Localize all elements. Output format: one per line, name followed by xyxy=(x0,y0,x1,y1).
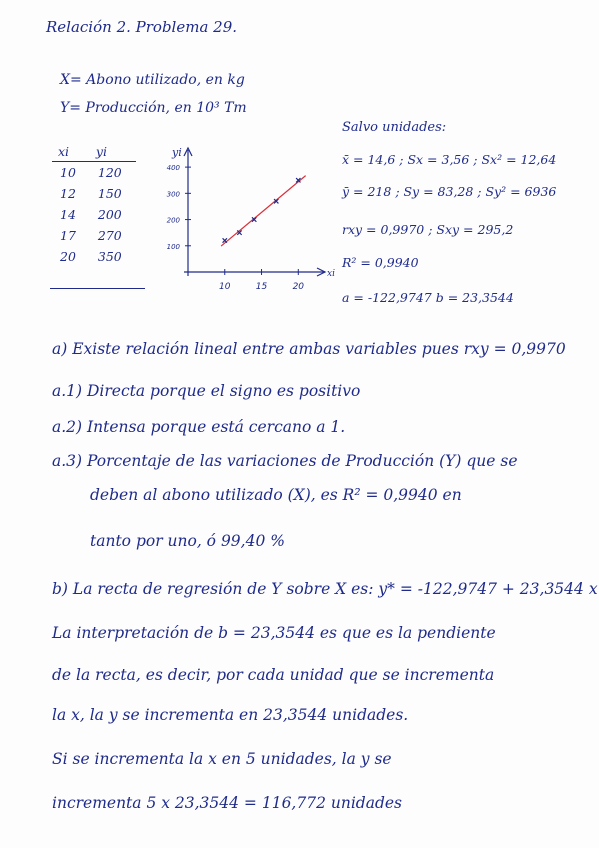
x-axis-label: xi xyxy=(327,269,335,279)
definition-y: Y= Producción, en 10³ Tm xyxy=(60,100,247,116)
y-tick-label: 100 xyxy=(166,242,180,251)
answer-b-line5: incrementa 5 x 23,3544 = 116,772 unidades xyxy=(52,794,403,812)
stats-y-line: ȳ = 218 ; Sy = 83,28 ; Sy² = 6936 xyxy=(342,184,557,199)
y-axis-label: yi xyxy=(172,146,182,159)
table-row xyxy=(52,204,136,225)
table-header-row xyxy=(52,144,136,162)
scatter-plot xyxy=(160,142,335,302)
data-point xyxy=(223,238,227,242)
table-cell: 17 xyxy=(60,228,76,243)
x-tick-label: 15 xyxy=(255,282,268,292)
answer-a3-line2: deben al abono utilizado (X), es R² = 0,9940 en xyxy=(90,486,462,504)
answer-b-line2: de la recta, es decir, por cada unidad que se incrementa xyxy=(52,666,495,684)
answer-a1: a.1) Directa porque el signo es positivo xyxy=(52,382,361,400)
stats-r2-line: R² = 0,9940 xyxy=(342,255,419,270)
stats-correlation-line: rxy = 0,9970 ; Sxy = 295,2 xyxy=(342,222,514,237)
column-header-xi: xi xyxy=(52,144,90,162)
answer-a3-line3: tanto por uno, ó 99,40 % xyxy=(90,532,285,550)
answer-b-line4: Si se incrementa la x en 5 unidades, la y se xyxy=(52,750,392,768)
column-header-yi: yi xyxy=(90,144,136,162)
plot-axes xyxy=(184,148,325,276)
stats-heading: Salvo unidades: xyxy=(342,120,447,135)
answer-a: a) Existe relación lineal entre ambas variables pues rxy = 0,9970 xyxy=(52,340,566,358)
y-tick-label: 300 xyxy=(166,190,180,199)
table-row xyxy=(52,162,136,184)
answer-a2: a.2) Intensa porque está cercano a 1. xyxy=(52,418,346,436)
answer-b-line3: la x, la y se incrementa en 23,3544 unidades. xyxy=(52,706,409,724)
answer-a3: a.3) Porcentaje de las variaciones de Producción (Y) que se xyxy=(52,452,518,470)
table-underline xyxy=(50,288,145,289)
plot-points xyxy=(223,178,301,243)
table-cell: 10 xyxy=(60,165,76,180)
y-tick-label: 400 xyxy=(166,164,180,173)
data-table xyxy=(52,144,136,267)
stats-x-line: x̄ = 14,6 ; Sx = 3,56 ; Sx² = 12,64 xyxy=(342,152,557,167)
table-cell: 150 xyxy=(97,186,122,201)
table-cell: 200 xyxy=(97,207,122,222)
x-tick-label: 20 xyxy=(292,282,305,292)
table-row xyxy=(52,183,136,204)
table-row xyxy=(52,246,136,267)
table-cell: 120 xyxy=(97,165,122,180)
plot-ticks xyxy=(167,164,305,292)
stats-coefficients-line: a = -122,9747 b = 23,3544 xyxy=(342,290,514,305)
table-cell: 270 xyxy=(97,228,122,243)
x-tick-label: 10 xyxy=(219,282,231,292)
y-tick-label: 200 xyxy=(166,216,180,225)
table-row xyxy=(52,225,136,246)
table-cell: 350 xyxy=(97,249,122,264)
page-title: Relación 2. Problema 29. xyxy=(46,18,238,36)
table-cell: 14 xyxy=(60,207,76,222)
definition-x: X= Abono utilizado, en kg xyxy=(60,72,245,88)
regression-line xyxy=(221,176,306,246)
table-cell: 20 xyxy=(60,249,76,264)
table-cell: 12 xyxy=(60,186,76,201)
answer-b: b) La recta de regresión de Y sobre X es: y* = -122,9747 + 23,3544 x xyxy=(52,580,598,598)
answer-b-line1: La interpretación de b = 23,3544 es que es la pendiente xyxy=(52,624,496,642)
